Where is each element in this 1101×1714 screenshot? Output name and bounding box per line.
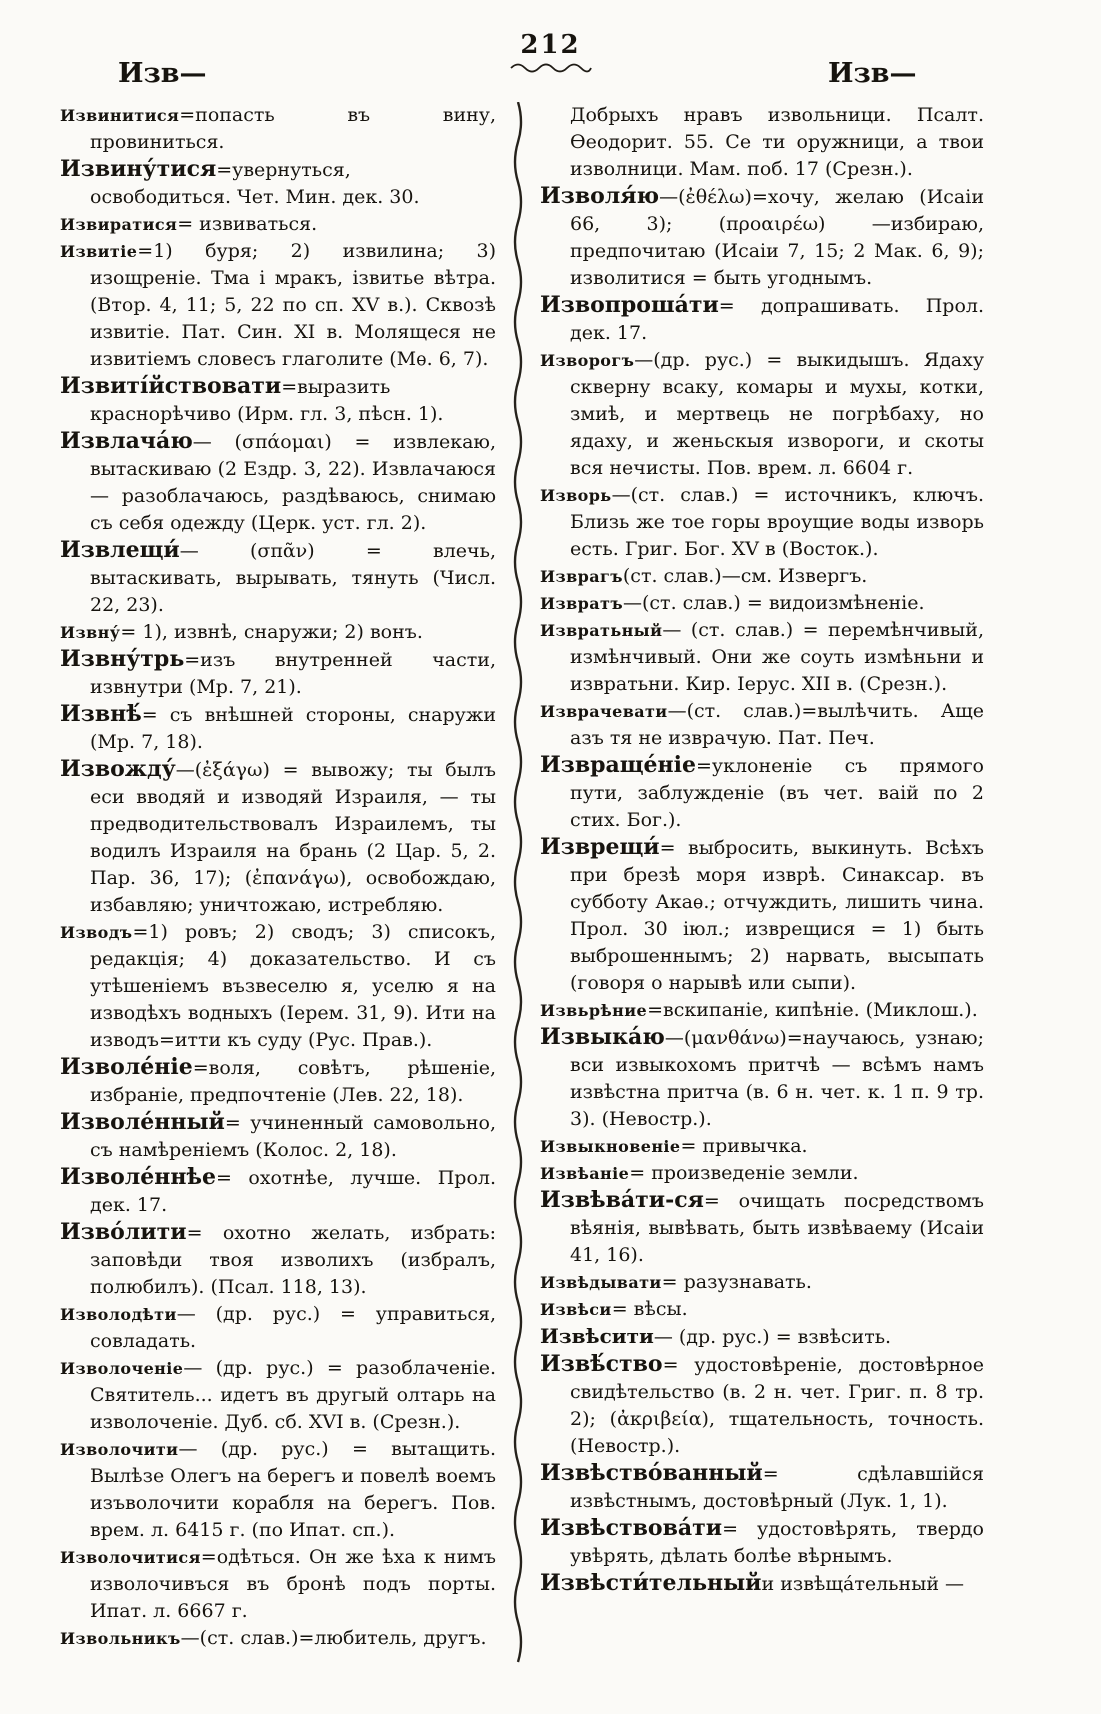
entry-headword: Извиті́йствовати [60, 373, 282, 399]
entry-headword: Изводъ [60, 923, 133, 942]
entry-headword: Извраще́ніе [540, 752, 697, 778]
entry-headword: Извопроша́ти [540, 292, 719, 318]
entry-headword: Извѣси [540, 1300, 612, 1319]
entry-body: —(ст. слав.) = источникъ, ключъ. Близь же тое горы вроущие воды изворь есть. Григ. Бог. XV в (Восток.). [570, 484, 984, 560]
entry-body: =вскипаніе, кипѣніе. (Миклош.). [647, 999, 978, 1021]
entry-headword: Извинитися [60, 106, 180, 125]
page-number: 212 [520, 30, 581, 60]
dictionary-entry [60, 537, 496, 619]
dictionary-entry [540, 752, 984, 834]
dictionary-entry [540, 1296, 984, 1323]
entry-headword: Изволочитися [60, 1548, 201, 1567]
dictionary-entry [540, 1269, 984, 1296]
entry-body: — (др. рус.) = взвѣсить. [653, 1326, 892, 1348]
entry-body: —(ст. слав.) = видоизмѣненіе. [623, 592, 925, 614]
entry-body: —(др. рус.) = выкидышъ. Ядаху скверну всаку, комары и мухы, котки, змиѣ, и мертвець не погрѣбаху, но ядаху, и женьскыя извороги, и скоты вся нечисты. Пов. врем. л. 6604 г. [570, 349, 984, 479]
running-head-right: Изв— [828, 58, 917, 89]
dictionary-entry [540, 1133, 984, 1160]
entry-body: =выразить краснорѣчиво (Ирм. гл. 3, пѣсн. 1). [90, 376, 444, 425]
entry-headword: Извѣство́ванный [540, 1460, 763, 1486]
entry-headword: Изволодѣти [60, 1305, 177, 1324]
entry-headword: Изволоченіе [60, 1359, 184, 1378]
entry-body: — (σπᾶν) = влечь, вытаскивать, вырывать, тянуть (Числ. 22, 23). [90, 540, 496, 616]
dictionary-entry [540, 997, 984, 1024]
entry-headword: Извѣсити [540, 1324, 654, 1348]
dictionary-entry [60, 1625, 496, 1652]
entry-headword: Извитіе [60, 242, 138, 261]
entry-headword: Извнѣ́ [60, 701, 142, 727]
dictionary-entry [60, 1054, 496, 1109]
dictionary-entry [60, 238, 496, 373]
entry-headword: Извѣсти́тельный [540, 1570, 762, 1596]
entry-headword: Извину́тися [60, 156, 217, 182]
dictionary-entry [60, 1164, 496, 1219]
entry-body: =1) буря; 2) извилина; 3) изощреніе. Тма і мракъ, ізвитье вѣтра. (Втор. 4, 11; 5, 22 по сп. XV в.). Сквозѣ извитіе. Пат. Син. XI в. Молящеся не извитіемъ словесъ глаголите (Мѳ. 6, 7). [90, 240, 496, 370]
continuation-paragraph: Добрыхъ нравъ извольници. Псалт. Ѳеодорит. 55. Се ти оружници, а твои изволници. Мам. поб. 17 (Срезн.). [570, 104, 984, 180]
entry-headword: Извѣдывати [540, 1273, 662, 1292]
entry-body: —(μανθάνω)=научаюсь, узнаю; вси извыкохомъ притчѣ — всѣмъ намъ извѣстна притча (в. 6 н. чет. к. 1 п. 9 тр. 3). (Невостр.). [570, 1027, 984, 1130]
entry-headword: Извлещи́ [60, 537, 180, 563]
entry-body: =уклоненіе съ прямого пути, заблужденіе (въ чет. ваій по 2 стих. Бог.). [570, 755, 984, 831]
entry-headword: Изволе́ніе [60, 1054, 193, 1080]
entry-body: = удостовѣрять, твердо увѣрять, дѣлать болѣе вѣрнымъ. [570, 1518, 984, 1567]
dictionary-entry [60, 756, 496, 919]
dictionary-entry [60, 701, 496, 756]
entry-body: = удостовѣреніе, достовѣрное свидѣтельство (в. 2 н. чет. Григ. п. 8 тр. 2); (ἀκριβεία), тщательность, точность. (Невостр.). [570, 1354, 984, 1457]
entry-body: = разузнавать. [661, 1271, 812, 1293]
dictionary-entry [540, 1187, 984, 1269]
entry-headword: Извыкновеніе [540, 1137, 681, 1156]
dictionary-entry [60, 1109, 496, 1164]
entry-body: = 1), извнѣ, снаружи; 2) вонъ. [120, 621, 423, 643]
entry-headword: Извыка́ю [540, 1024, 665, 1050]
dictionary-entry [540, 482, 984, 563]
entry-headword: Изволочити [60, 1440, 179, 1459]
dictionary-entry [60, 1355, 496, 1436]
entry-body: = съ внѣшней стороны, снаружи (Мр. 7, 18). [90, 704, 496, 753]
entry-body: —(ст. слав.)=вылѣчить. Аще азъ тя не изврачую. Пат. Печ. [570, 700, 984, 749]
dictionary-entry [540, 1024, 984, 1133]
entry-headword: Извратьный [540, 621, 663, 640]
entry-body: = охотно желать, избрать: заповѣди твоя изволихъ (избралъ, полюбилъ). (Псал. 118, 13). [90, 1222, 496, 1298]
dictionary-entry [60, 619, 496, 646]
entry-body: —(ἐξάγω) = вывожу; ты былъ еси вводяй и изводяй Израиля, — ты предводительствовалъ Израилемъ, ты водилъ Израиля на брань (2 Цар. 5, 2. Пар. 36, 17); (ἐπανάγω), освобождаю, избавляю; уничтожаю, истребляю. [90, 759, 496, 916]
entry-body: = учиненный самовольно, съ намѣреніемъ (Колос. 2, 18). [90, 1112, 496, 1161]
dictionary-entry [540, 834, 984, 997]
dictionary-entry [60, 1219, 496, 1301]
dictionary-entry [540, 698, 984, 752]
entry-headword: Изврачевати [540, 702, 668, 721]
dictionary-entry [60, 646, 496, 701]
entry-body: = вѣсы. [611, 1298, 688, 1320]
entry-body: = привычка. [680, 1135, 808, 1157]
dictionary-entry [540, 1460, 984, 1515]
dictionary-entry [540, 1323, 984, 1351]
entry-headword: Изворь [540, 486, 612, 505]
entry-body: =изъ внутренней части, извнутри (Мр. 7, 21). [90, 649, 496, 698]
entry-headword: Извѣствова́ти [540, 1515, 723, 1541]
entry-body: и извѣща́тельный — [761, 1573, 965, 1595]
entry-headword: Изво́лити [60, 1219, 187, 1245]
entry-headword: Изврещи́ [540, 834, 660, 860]
entry-body: =воля, совѣтъ, рѣшеніе, избраніе, предпочтеніе (Лев. 22, 18). [90, 1057, 496, 1106]
entry-body: = произведеніе земли. [629, 1162, 859, 1184]
entry-body: = выбросить, выкинуть. Всѣхъ при брезѣ моря изврѣ. Синаксар. въ субботу Акаѳ.; отчуждить, лишить чина. Прол. 30 іюл.; изврещися = 1) быть выброшеннымъ; 2) нарвать, высыпать (говоря о нарывѣ или сыпи). [570, 837, 984, 994]
dictionary-entry [540, 617, 984, 698]
dictionary-entry [60, 1544, 496, 1625]
dictionary-entry [60, 919, 496, 1054]
column-right [540, 102, 984, 1702]
entry-headword: Изврагъ [540, 567, 623, 586]
text-columns [60, 102, 1044, 1702]
entry-body: — (ст. слав.) = перемѣнчивый, измѣнчивый. Они же соуть измѣньни и извратьни. Кир. Іерус. XII в. (Срезн.). [570, 619, 984, 695]
dictionary-entry [540, 563, 984, 590]
entry-body: = извиваться. [177, 213, 318, 235]
entry-body: — (др. рус.) = вытащить. Вылѣзе Олегъ на берегъ и повелѣ воемъ изъволочити корабля на берегъ. Пов. врем. л. 6415 г. (по Ипат. сп.). [90, 1438, 496, 1541]
entry-headword: Изворогъ [540, 351, 635, 370]
entry-body: = сдѣлавшійся извѣстнымъ, достовѣрный (Лук. 1, 1). [570, 1463, 984, 1512]
dictionary-entry [540, 292, 984, 347]
entry-body: — (др. рус.) = управиться, совладать. [90, 1303, 496, 1352]
entry-body: =1) ровъ; 2) сводъ; 3) списокъ, редакція; 4) доказательство. И съ утѣшеніемъ възвеселю я, уселю я на изводѣхъ водныхъ (Іерем. 31, 9). Ити на изводъ=итти къ суду (Рус. Прав.). [90, 921, 496, 1051]
entry-headword: Изволе́ннѣе [60, 1164, 216, 1190]
dictionary-entry [540, 1515, 984, 1570]
entry-headword: Извѣаніе [540, 1164, 630, 1183]
dictionary-entry [540, 1570, 984, 1598]
dictionary-entry [540, 183, 984, 292]
entry-headword: Извѣва́ти-ся [540, 1187, 704, 1213]
entry-body: =одѣться. Он же ѣха к нимъ изволочивъся въ бронѣ подъ порты. Ипат. л. 6667 г. [90, 1546, 496, 1622]
entry-body: (ст. слав.)—см. Извергъ. [622, 565, 868, 587]
entry-headword: Извьрѣние [540, 1001, 648, 1020]
page-number-underline [509, 61, 593, 73]
running-head-left: Изв— [118, 58, 207, 89]
entry-body: = очищать посредствомъ вѣянія, вывѣвать, быть извѣваему (Исаіи 41, 16). [570, 1190, 984, 1266]
dictionary-entry [60, 428, 496, 537]
dictionary-entry [60, 1436, 496, 1544]
dictionary-entry [60, 102, 496, 156]
entry-body: —(ст. слав.)=любитель, другъ. [180, 1627, 487, 1649]
dictionary-entry [540, 347, 984, 482]
entry-body: —(ἐθέλω)=хочу, желаю (Исаіи 66, 3); (προαιρέω) —избираю, предпочитаю (Исаіи 7, 15; 2 Мак. 6, 9); изволитися = быть угоднымъ. [570, 186, 984, 289]
entry-headword: Извну́ [60, 623, 121, 642]
entry-headword: Изволя́ю [540, 183, 660, 209]
dictionary-entry [60, 1301, 496, 1355]
entry-headword: Извожду́ [60, 756, 176, 782]
dictionary-entry [540, 1351, 984, 1460]
dictionary-entry [60, 211, 496, 238]
entry-headword: Извратъ [540, 594, 623, 613]
entry-body: =увернуться, освободиться. Чет. Мин. дек. 30. [90, 159, 420, 208]
dictionary-entry [60, 373, 496, 428]
column-divider-wavy-line [510, 102, 526, 1682]
entry-headword: Изволе́нный [60, 1109, 225, 1135]
column-divider [496, 102, 540, 1702]
entry-body: =попасть въ вину, провиниться. [90, 104, 496, 153]
entry-headword: Извольникъ [60, 1629, 181, 1648]
entry-body: — (σπάομαι) = извлекаю, вытаскиваю (2 Ездр. 3, 22). Извлачаюся — разоблачаюсь, раздѣваюсь, снимаю съ себя одежду (Церк. уст. гл. 2). [90, 431, 496, 534]
dictionary-entry [60, 156, 496, 211]
dictionary-entry [540, 590, 984, 617]
entry-headword: Извѣ́ство [540, 1351, 663, 1377]
entry-headword: Извлача́ю [60, 428, 193, 454]
column-left [60, 102, 496, 1702]
dictionary-entry [540, 1160, 984, 1187]
entry-headword: Извну́трь [60, 646, 185, 672]
entry-headword: Извиратися [60, 215, 178, 234]
entry-body: = допрашивать. Прол. дек. 17. [570, 295, 984, 344]
entry-body: — (др. рус.) = разоблаченіе. Святитель... идетъ въ другый олтарь на изволоченіе. Дуб. сб. XVI в. (Срезн.). [90, 1357, 496, 1433]
entry-body: = охотнѣе, лучше. Прол. дек. 17. [90, 1167, 496, 1216]
